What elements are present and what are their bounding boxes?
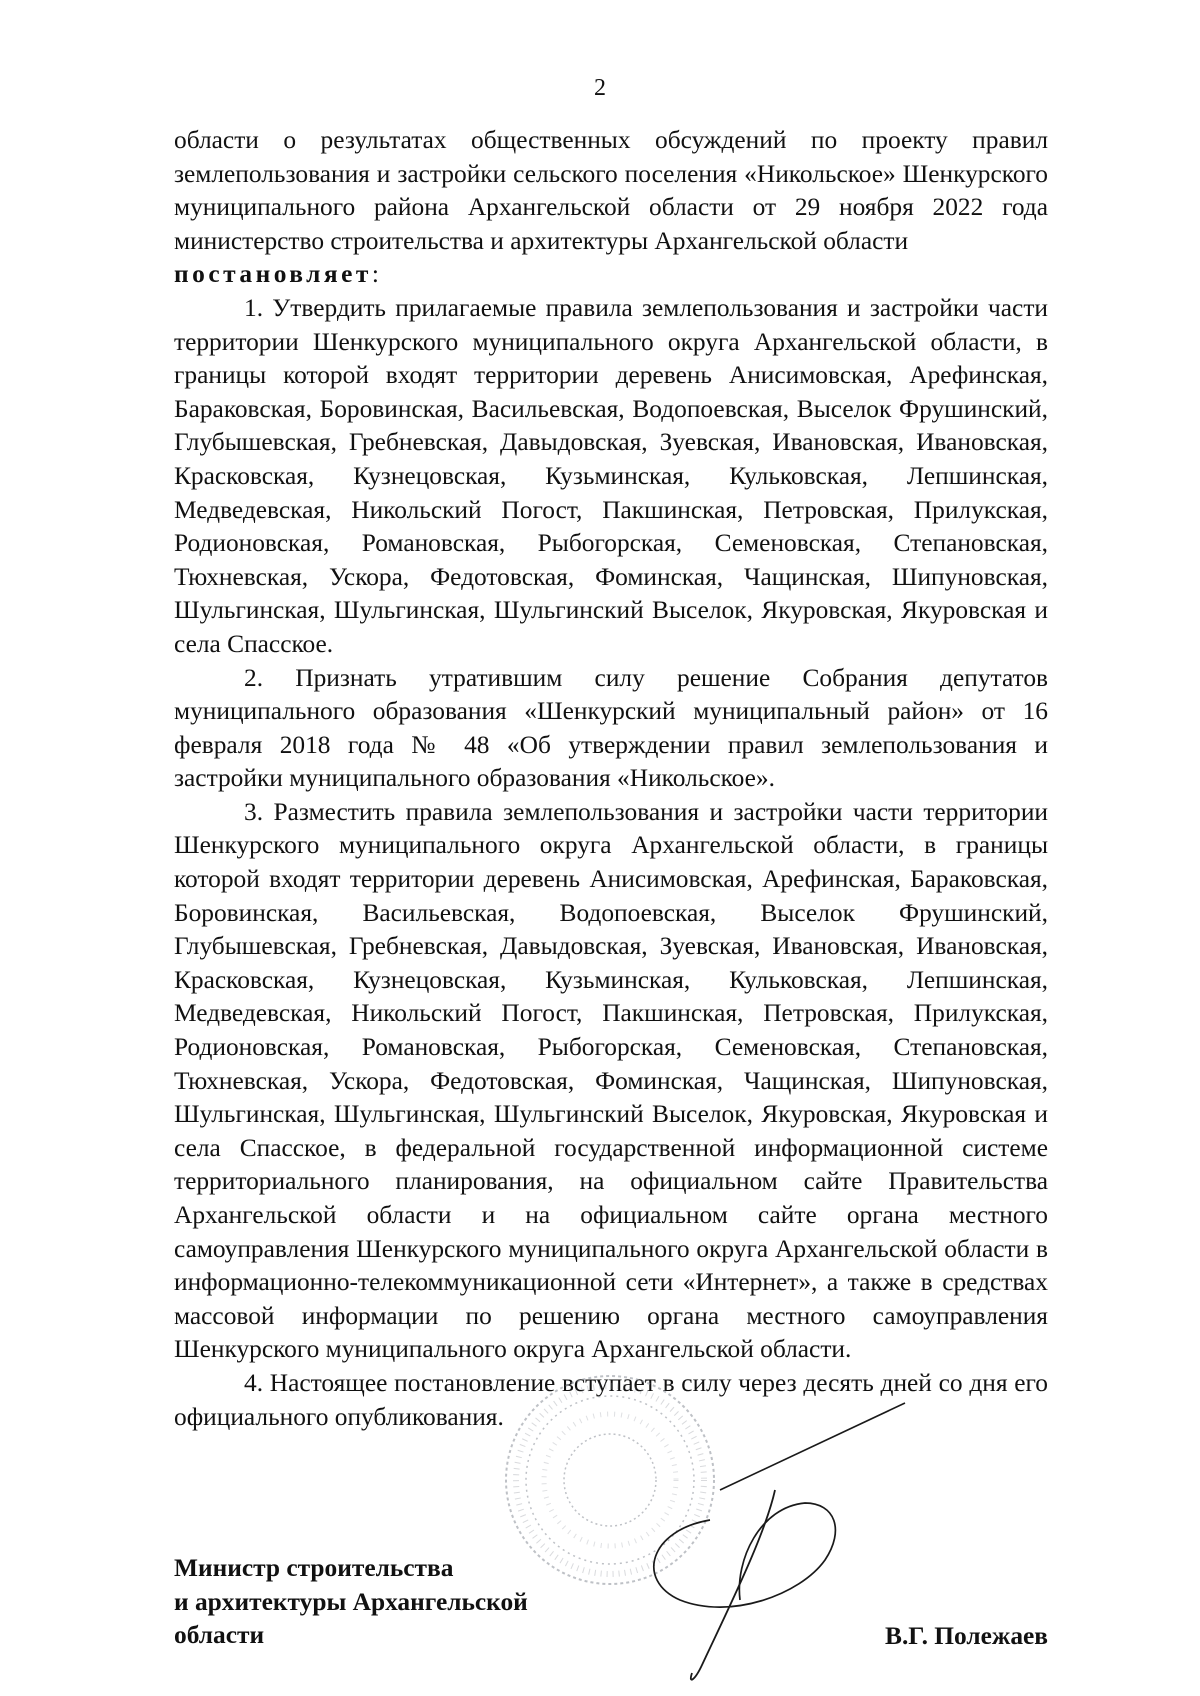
decree-body	[174, 124, 1048, 1434]
item-4: 4. Настоящее постановление вступает в силу через десять дней со дня его официального опубликования.	[174, 1368, 1048, 1431]
decree-colon: :	[371, 260, 379, 289]
item-1: 1. Утвердить прилагаемые правила землепользования и застройки части территории Шенкурского муниципального округа Архангельской области, в границы которой входят территории деревень Анисимовская, Арефинская, Бараковская, Боровинская, Васильевская, Водопоевская, Выселок Фрушинский, Глубышевская, Гребневская, Давыдовская, Зуевская, Ивановская, Ивановская, Красковская, Кузнецовская, Кузьминская, Кульковская, Лепшинская, Медведевская, Никольский Погост, Пакшинская, Петровская, Прилукская, Родионовская, Романовская, Рыбогорская, Семеновская, Степановская, Тюхневская, Ускора, Федотовская, Фоминская, Чащинская, Шипуновская, Шульгинская, Шульгинская, Шульгинский Выселок, Якуровская, Якуровская и села Спасское.	[174, 293, 1048, 658]
signer-position-line-3: области	[174, 1621, 265, 1650]
decree-word: постановляет	[174, 260, 372, 289]
signer-position	[174, 1552, 528, 1653]
intro-paragraph	[174, 124, 1048, 292]
page-number: 2	[594, 75, 606, 101]
signer-position-line-1: Министр строительства	[174, 1554, 454, 1582]
signer-position-line-2: и архитектуры Архангельской	[174, 1587, 528, 1616]
item-2: 2. Признать утратившим силу решение Собрания депутатов муниципального образования «Шенкурский муниципальный район» от 16 февраля 2018 года № 48 «Об утверждении правил землепользования и застройки муниципального образования «Никольское».	[174, 663, 1048, 793]
item-3: 3. Разместить правила землепользования и застройки части территории Шенкурского муниципального округа Архангельской области, в границы которой входят территории деревень Анисимовская, Арефинская, Бараковская, Боровинская, Васильевская, Водопоевская, Выселок Фрушинский, Глубышевская, Гребневская, Давыдовская, Зуевская, Ивановская, Ивановская, Красковская, Кузнецовская, Кузьминская, Кульковская, Лепшинская, Медведевская, Никольский Погост, Пакшинская, Петровская, Прилукская, Родионовская, Романовская, Рыбогорская, Семеновская, Степановская, Тюхневская, Ускора, Федотовская, Фоминская, Чащинская, Шипуновская, Шульгинская, Шульгинская, Шульгинский Выселок, Якуровская, Якуровская и села Спасское, в федеральной государственной информационной системе территориального планирования, на официальном сайте Правительства Архангельской области и на официальном сайте органа местного самоуправления Шенкурского муниципального округа Архангельской области в информационно-телекоммуникационной сети «Интернет», а также в средствах массовой информации по решению органа местного самоуправления Шенкурского муниципального округа Архангельской области.	[174, 797, 1048, 1364]
signer-name: В.Г. Полежаев	[885, 1622, 1048, 1650]
intro-text: области о результатах общественных обсуждений по проекту правил землепользования и застройки сельского поселения «Никольское» Шенкурского муниципального района Архангельской области от 29 ноября 2022 года министерство строительства и архитектуры Архангельской области	[174, 126, 1048, 255]
